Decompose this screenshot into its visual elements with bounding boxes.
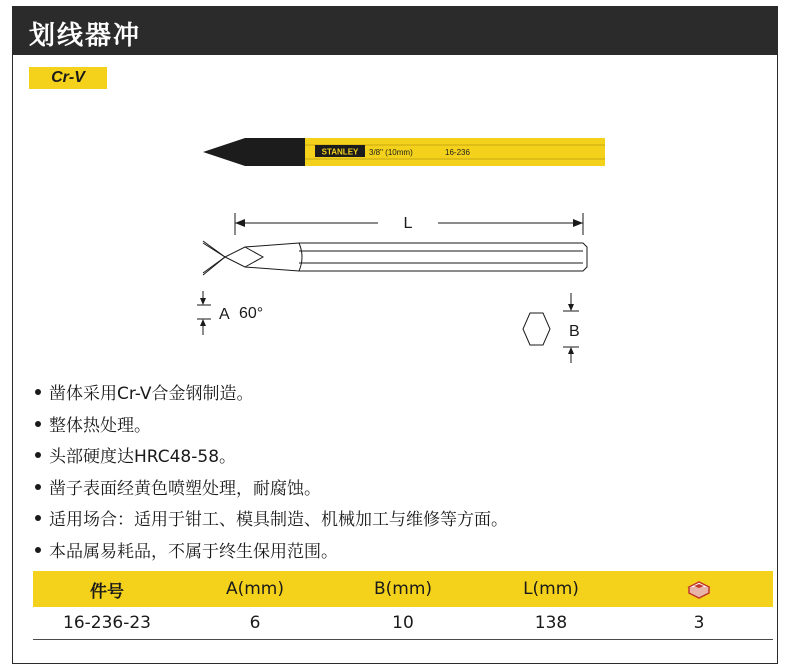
- bullet-icon: [35, 389, 41, 395]
- tool-photo: [203, 138, 605, 166]
- page-title: 划线器冲: [29, 21, 142, 51]
- dim-l-label: L: [403, 215, 413, 232]
- cell-pack-qty: 3: [625, 607, 773, 640]
- angle-label: 60°: [239, 305, 264, 322]
- col-header-b: B(mm): [329, 571, 477, 607]
- cell-l: 138: [477, 607, 625, 640]
- bullet-icon: [35, 515, 41, 521]
- dimension-a: [197, 291, 211, 335]
- dim-a-label: A: [219, 306, 230, 323]
- product-figure: [173, 125, 613, 375]
- bullet-icon: [35, 452, 41, 458]
- table-header-row: [33, 571, 773, 607]
- feature-item: 本品属易耗品，不属于终生保用范围。: [35, 537, 508, 569]
- title-bar: [13, 7, 777, 55]
- bullet-icon: [35, 547, 41, 553]
- col-header-part-no: 件号: [33, 571, 181, 607]
- package-box-icon: [686, 579, 712, 599]
- feature-item: 整体热处理。: [35, 411, 508, 443]
- cell-part-no: 16-236-23: [33, 607, 181, 640]
- bullet-icon: [35, 421, 41, 427]
- bullet-icon: [35, 484, 41, 490]
- tool-size: 3/8" (10mm): [369, 148, 413, 157]
- feature-item: 适用场合：适用于钳工、模具制造、机械加工与维修等方面。: [35, 505, 508, 537]
- product-card: [12, 6, 778, 664]
- feature-list: [35, 379, 508, 568]
- table-row: [33, 607, 773, 640]
- feature-item: 凿体采用Cr-V合金钢制造。: [35, 379, 508, 411]
- cell-b: 10: [329, 607, 477, 640]
- dim-b-label: B: [569, 323, 580, 340]
- tool-brand: STANLEY: [321, 147, 359, 157]
- cell-a: 6: [181, 607, 329, 640]
- feature-item: 凿子表面经黄色喷塑处理，耐腐蚀。: [35, 474, 508, 506]
- feature-item: 头部硬度达HRC48-58。: [35, 442, 508, 474]
- col-header-l: L(mm): [477, 571, 625, 607]
- col-header-a: A(mm): [181, 571, 329, 607]
- col-header-pack: [625, 571, 773, 607]
- material-badge: Cr-V: [29, 67, 107, 89]
- hex-section: [523, 313, 550, 345]
- tool-drawing: [203, 241, 587, 275]
- spec-table: [33, 571, 773, 640]
- tool-code: 16-236: [445, 148, 470, 157]
